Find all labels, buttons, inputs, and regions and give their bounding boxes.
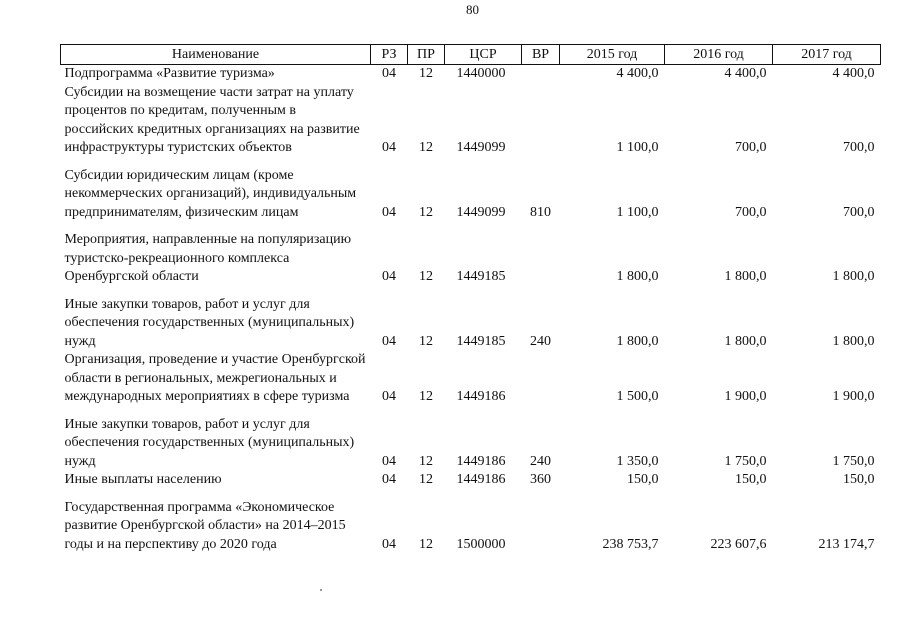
row-name: Субсидии юридическим лицам (кроме некоммерческих организаций), индивидуальным предпринимателям, физическим лицам	[64, 167, 357, 220]
row-csr: 1449099	[456, 204, 506, 220]
row-2015: 1 100,0	[616, 140, 659, 155]
table-row	[61, 84, 881, 158]
row-2015: 4 400,0	[616, 66, 659, 81]
row-2016: 1 800,0	[724, 333, 767, 349]
row-vr	[522, 351, 560, 407]
header-pr: ПР	[408, 45, 445, 65]
row-2015: 238 753,7	[602, 536, 659, 552]
row-2016: 223 607,6	[710, 536, 767, 552]
row-2016: 700,0	[735, 204, 767, 220]
row-2017: 4 400,0	[832, 66, 875, 81]
table-row	[61, 287, 881, 352]
table-header-row	[61, 45, 881, 65]
row-vr	[522, 84, 560, 158]
row-2016: 1 800,0	[724, 269, 767, 284]
row-csr: 1449185	[456, 269, 506, 284]
row-2017: 1 750,0	[832, 453, 875, 469]
row-2017: 700,0	[843, 204, 875, 220]
row-vr	[522, 222, 560, 287]
row-name: Мероприятия, направленные на популяризацию туристско-рекреационного комплекса Оренбургской области	[64, 232, 352, 284]
row-vr: 240	[530, 453, 551, 469]
table-row	[61, 490, 881, 555]
header-2017: 2017 год	[773, 45, 881, 65]
row-pr: 12	[419, 269, 433, 284]
header-2015: 2015 год	[560, 45, 665, 65]
table-row	[61, 407, 881, 472]
row-rz: 04	[382, 536, 396, 552]
row-2016: 1 900,0	[724, 389, 767, 404]
row-rz: 04	[382, 204, 396, 220]
table-row	[61, 471, 881, 490]
page-number: 80	[466, 2, 479, 17]
row-csr: 1500000	[456, 536, 506, 552]
row-name: Организация, проведение и участие Оренбургской области в региональных, межрегиональных и международных мероприятиях в сфере туризма	[64, 352, 366, 404]
header-rz: РЗ	[371, 45, 408, 65]
row-vr	[522, 65, 560, 84]
row-2017: 213 174,7	[818, 536, 875, 552]
header-2016: 2016 год	[665, 45, 773, 65]
row-2017: 1 800,0	[832, 333, 875, 349]
row-2015: 1 350,0	[616, 453, 659, 469]
row-name: Субсидии на возмещение части затрат на уплату процентов по кредитам, полученным в российских кредитных организациях на развитие инфраструктуры туристских объектов	[64, 84, 360, 155]
row-2016: 4 400,0	[724, 66, 767, 81]
row-pr: 12	[419, 204, 433, 220]
row-pr: 12	[419, 140, 433, 155]
scan-dot	[320, 589, 322, 591]
row-pr: 12	[419, 66, 433, 81]
row-pr: 12	[419, 389, 433, 404]
row-rz: 04	[382, 389, 396, 404]
row-csr: 1449186	[456, 453, 506, 469]
row-vr: 360	[530, 472, 551, 487]
row-2016: 1 750,0	[724, 453, 767, 469]
row-pr: 12	[419, 333, 433, 349]
row-csr: 1449186	[456, 389, 506, 404]
table-row	[61, 65, 881, 84]
row-csr: 1449185	[456, 333, 506, 349]
row-csr: 1440000	[456, 66, 506, 81]
row-pr: 12	[419, 472, 433, 487]
row-2016: 700,0	[735, 140, 767, 155]
row-2015: 1 500,0	[616, 389, 659, 404]
row-2015: 1 800,0	[616, 333, 659, 349]
row-pr: 12	[419, 536, 433, 552]
row-name: Иные закупки товаров, работ и услуг для обеспечения государственных (муниципальных) нужд	[64, 296, 355, 349]
row-name: Иные закупки товаров, работ и услуг для обеспечения государственных (муниципальных) нужд	[64, 416, 355, 469]
row-rz: 04	[382, 269, 396, 284]
row-2017: 150,0	[843, 472, 875, 487]
row-2015: 1 100,0	[616, 204, 659, 220]
row-rz: 04	[382, 333, 396, 349]
row-2017: 1 900,0	[832, 389, 875, 404]
table-row	[61, 222, 881, 287]
row-csr: 1449099	[456, 140, 506, 155]
row-vr	[522, 490, 560, 555]
row-pr: 12	[419, 453, 433, 469]
row-2017: 1 800,0	[832, 269, 875, 284]
row-name: Иные выплаты населению	[64, 472, 222, 487]
row-2017: 700,0	[843, 140, 875, 155]
row-name: Подпрограмма «Развитие туризма»	[64, 66, 275, 81]
row-vr: 240	[530, 333, 551, 349]
header-name: Наименование	[61, 45, 371, 65]
row-name: Государственная программа «Экономическое развитие Оренбургской области» на 2014–2015 годы и на перспективу до 2020 года	[64, 499, 346, 552]
row-rz: 04	[382, 140, 396, 155]
row-rz: 04	[382, 66, 396, 81]
row-csr: 1449186	[456, 472, 506, 487]
table-row	[61, 351, 881, 407]
table-row	[61, 158, 881, 223]
row-rz: 04	[382, 472, 396, 487]
row-2015: 1 800,0	[616, 269, 659, 284]
row-2016: 150,0	[735, 472, 767, 487]
header-csr: ЦСР	[445, 45, 522, 65]
header-vr: ВР	[522, 45, 560, 65]
budget-table	[60, 44, 881, 554]
row-rz: 04	[382, 453, 396, 469]
row-2015: 150,0	[627, 472, 659, 487]
row-vr: 810	[530, 204, 551, 220]
